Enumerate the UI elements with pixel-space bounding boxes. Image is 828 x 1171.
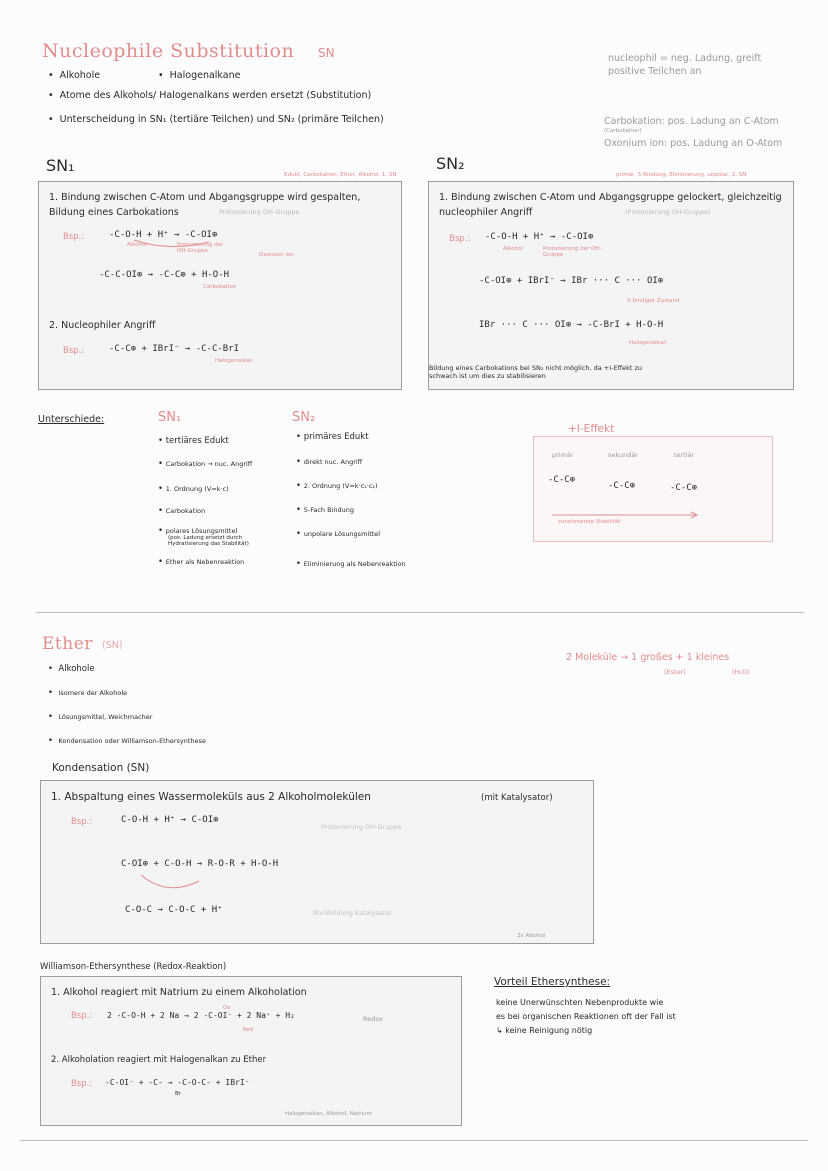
vorteil-text-2: es bei organischen Reaktionen oft der Fall ist xyxy=(496,1012,676,1021)
sn2-diff-0: primäres Edukt xyxy=(303,432,369,442)
sn2-f3-note: Halogenalkan xyxy=(629,340,667,346)
ieffekt-arrow xyxy=(552,511,702,519)
ether-bullet-1: Isomere der Alkohole xyxy=(58,689,128,697)
sn1-diff-3: Carbokation xyxy=(165,507,206,515)
kondensation-corner: 2x Alkohol xyxy=(517,933,546,939)
kondensation-f1-note: Protonierung OH-Gruppe xyxy=(321,823,402,831)
def-nucleophil: nucleophil = neg. Ladung, greift positive Teilchen an xyxy=(608,53,762,77)
ieffekt-col-primaer: primär xyxy=(552,451,574,459)
kondensation-box xyxy=(40,780,594,944)
vorteil-text-3: ↳ keine Reinigung nötig xyxy=(496,1026,593,1035)
sn1-bsp-2: Bsp.: xyxy=(63,346,85,356)
sn1-diff-1: Carbokation → nuc. Angriff xyxy=(165,460,253,468)
sn1-tag: Edukt, Carbokation, Ether, Alkohol, 1. SN xyxy=(284,172,397,178)
sn1-step1-note: Protonierung OH-Gruppe xyxy=(219,208,300,216)
williamson-heading: Williamson-Ethersynthese (Redox-Reaktion) xyxy=(40,962,227,972)
def-carbokation: Carbokation: pos. Ladung an C-Atom xyxy=(604,116,779,127)
sn2-f1-note-protonierung: Protonierung der OH-Gruppe xyxy=(543,246,602,258)
ieffekt-formula-tertiaer: -C-C⊕ xyxy=(670,483,698,493)
sn2-diff-3: 5-Fach Bindung xyxy=(303,506,354,514)
kondensation-formula-3: C-O-C → C-O-C + H⁺ xyxy=(125,905,223,915)
sn2-diff-1: direkt nuc. Angriff xyxy=(303,458,363,466)
page-title: Nucleophile Substitution xyxy=(42,40,295,62)
kondensation-formula-2: C-OI⊕ + C-O-H → R-O-R + H-O-H xyxy=(121,859,279,869)
sn1-f1-note-oxonium: Oxonium ion xyxy=(259,252,294,258)
ieffekt-box xyxy=(533,423,773,542)
ieffekt-title: +I-Effekt xyxy=(568,423,615,435)
ether-side-note-h2o: (H₂O) xyxy=(732,668,750,676)
sn1-f2-note: Carbokation xyxy=(203,284,237,290)
williamson-step2: 2. Alkoholation reagiert mit Halogenalkan zu Ether xyxy=(51,1055,267,1065)
williamson-formula-1: 2 -C-O-H + 2 Na → 2 -C-OI⁻ + 2 Na⁺ + H₂ xyxy=(107,1011,295,1020)
ieffekt-col-sekundaer: sekundär xyxy=(608,451,638,459)
unterschiede-label: Unterschiede: xyxy=(38,414,105,425)
vorteil-heading: Vorteil Ethersynthese: xyxy=(494,976,611,988)
williamson-formula-2: -C-OI⁻ + -C- → -C-O-C- + IBrI⁻ xyxy=(105,1078,250,1087)
unterschiede-sn2-heading: SN₂ xyxy=(292,410,316,425)
ether-bullets: • Alkohole • Isomere der Alkohole • Lösungsmittel, Weichmacher • Kondensation oder Williamson-Ethersynthese xyxy=(48,664,206,746)
kondensation-heading: Kondensation (SN) xyxy=(52,762,150,774)
williamson-f2-br: Br xyxy=(175,1091,182,1097)
ether-abbr: (SN) xyxy=(102,640,123,651)
bullet-alkohole: Alkohole xyxy=(59,70,101,81)
sn1-diff-4-note: (pos. Ladung ersetzt durch Hydratisierung das Stabilität) xyxy=(168,535,249,547)
sn2-diff-2: 2. Ordnung (V=k·c₁·c₂) xyxy=(303,482,378,490)
sn2-f2-note: 5-bindiger Zustand xyxy=(627,298,680,304)
sn1-diff-2: 1. Ordnung (V=k·c) xyxy=(165,485,229,493)
sn1-box xyxy=(38,181,402,390)
sn2-bsp: Bsp.: xyxy=(449,234,471,244)
sn1-f3-note: Halogenalkan xyxy=(215,358,253,364)
section-divider xyxy=(36,612,804,613)
sn1-f1-note-protonierung: Protonierung der OH-Gruppe xyxy=(177,242,224,254)
williamson-bsp-1: Bsp.: xyxy=(71,1011,93,1021)
sn2-step1: 1. Bindung zwischen C-Atom und Abgangsgruppe gelockert, gleichzeitig nucleophiler Angriff xyxy=(439,192,782,218)
sn1-diff-5: Ether als Nebenreaktion xyxy=(165,558,245,566)
williamson-f1-red: Red xyxy=(243,1027,254,1033)
ether-bullet-0: Alkohole xyxy=(58,664,95,674)
kondensation-arrow xyxy=(137,871,207,893)
sn2-diff-4: unpolare Lösungsmittel xyxy=(303,530,381,538)
sn2-formula-2: -C-OI⊕ + IBrI⁻ → IBr ··· C ··· OI⊕ xyxy=(479,276,664,286)
sn2-step1-note: (Protonierung OH-Gruppe) xyxy=(625,208,711,216)
sn2-tag: primär, 5-Bindung, Eliminierung, unpolar, 2. SN xyxy=(616,172,747,178)
ether-bullet-3: Kondensation oder Williamson-Ethersynthese xyxy=(58,737,206,745)
bullet-halogenalkane: Halogenalkane xyxy=(169,70,241,81)
sn-bullets: • Alkohole • Halogenalkane • Atome des Alkohols/ Halogenalkans werden ersetzt (Substitution) • Unterscheidung in SN₁ (tertiäre Teilchen) und SN₂ (primäre Teilchen) xyxy=(48,70,384,125)
def-carbokation-small: (Carbokation) xyxy=(604,128,642,134)
sn1-electron-arrow xyxy=(129,238,249,252)
sn1-heading: SN₁ xyxy=(46,156,75,175)
ieffekt-col-tertiaer: tertiär xyxy=(674,451,695,459)
sn1-formula-3: -C-C⊕ + IBrI⁻ → -C-C-BrI xyxy=(109,344,240,354)
def-oxonium: Oxonium ion: pos. Ladung an O-Atom xyxy=(604,138,783,149)
title-abbr: SN xyxy=(318,46,335,60)
williamson-f1-ox: Ox xyxy=(223,1005,231,1011)
kondensation-bsp: Bsp.: xyxy=(71,817,93,827)
sn1-bsp: Bsp.: xyxy=(63,232,85,242)
sn1-diff-4: polares Lösungsmittel xyxy=(165,527,238,535)
williamson-step1: 1. Alkohol reagiert mit Natrium zu einem Alkoholation xyxy=(51,987,307,998)
williamson-corner: Halogenalkan, Alkohol, Natrium xyxy=(285,1111,372,1117)
sn1-formula-2: -C-C-OI⊕ → -C-C⊕ + H-O-H xyxy=(99,270,230,280)
sn1-step1: 1. Bindung zwischen C-Atom und Abgangsgruppe wird gespalten, Bildung eines Carbokations xyxy=(49,192,361,218)
sn2-formula-3: IBr ··· C ··· OI⊕ → -C-BrI + H-O-H xyxy=(479,320,664,330)
williamson-box xyxy=(40,976,462,1126)
sn2-footnote: Bildung eines Carbokations bei SN₂ nicht möglich, da +I-Effekt zu schwach ist um dies zu stabilisieren xyxy=(429,364,642,380)
ieffekt-formula-sekundaer: -C-C⊕ xyxy=(608,481,636,491)
sn2-formula-1: -C-O-H + H⁺ → -C-OI⊕ xyxy=(485,232,594,242)
ether-side-note-ester: (Ester) xyxy=(664,668,686,676)
sn1-step2: 2. Nucleophiler Angriff xyxy=(49,320,156,331)
vorteil-text-1: keine Unerwünschten Nebenprodukte wie xyxy=(496,998,664,1007)
bullet-substitution: Atome des Alkohols/ Halogenalkans werden ersetzt (Substitution) xyxy=(59,90,372,101)
kondensation-f3-note: Rückbildung Katalysator xyxy=(313,909,392,917)
williamson-f1-redox: Redox xyxy=(363,1015,383,1023)
ether-side-note: 2 Moleküle → 1 großes + 1 kleines xyxy=(566,652,730,663)
sn2-diff-5: Eliminierung als Nebenreaktion xyxy=(303,560,406,568)
bottom-divider xyxy=(20,1140,808,1141)
kondensation-step1: 1. Abspaltung eines Wassermoleküls aus 2 Alkoholmolekülen xyxy=(51,791,371,803)
ether-bullet-2: Lösungsmittel, Weichmacher xyxy=(58,713,153,721)
kondensation-step1-cat: (mit Katalysator) xyxy=(481,793,553,803)
ieffekt-arrow-label: zunehmende Stabilität xyxy=(558,519,621,525)
sn2-f1-note-alkohol: Alkohol xyxy=(503,246,524,252)
vorteil-text xyxy=(496,996,796,1038)
sn1-diff-0: tertiäres Edukt xyxy=(165,436,229,446)
unterschiede-sn1-list: • tertiäres Edukt • Carbokation → nuc. Angriff • 1. Ordnung (V=k·c) • Carbokation • polares Lösungsmittel (pos. Ladung ersetzt durch Hydratisierung das Stabilität) • Ether als Nebenreaktion xyxy=(158,436,283,567)
sn2-box xyxy=(428,181,794,390)
ieffekt-formula-primaer: -C-C⊕ xyxy=(548,475,576,485)
ether-title: Ether xyxy=(42,634,93,654)
sn1-formula-1: -C-O-H + H⁺ → -C-OI⊕ xyxy=(109,230,218,240)
williamson-bsp-2: Bsp.: xyxy=(71,1079,93,1089)
sn1-f1-note-alkohol: Alkohol xyxy=(127,242,148,248)
bullet-unterscheidung: Unterscheidung in SN₁ (tertiäre Teilchen) und SN₂ (primäre Teilchen) xyxy=(59,114,384,125)
unterschiede-sn2-list: • primäres Edukt • direkt nuc. Angriff • 2. Ordnung (V=k·c₁·c₂) • 5-Fach Bindung • unpolare Lösungsmittel • Eliminierung als Nebenreaktion xyxy=(296,432,406,569)
sn2-heading: SN₂ xyxy=(436,154,465,173)
unterschiede-sn1-heading: SN₁ xyxy=(158,410,182,425)
kondensation-formula-1: C-O-H + H⁺ → C-OI⊕ xyxy=(121,815,219,825)
